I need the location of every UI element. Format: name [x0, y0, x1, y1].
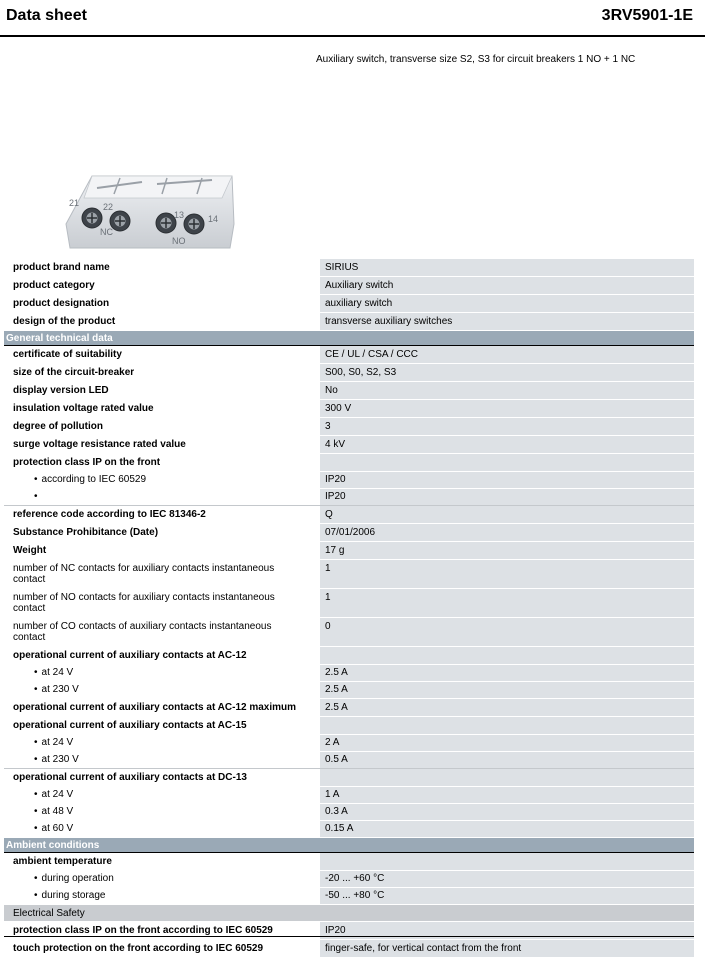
row-value: 2.5 A — [320, 665, 694, 681]
row-value: 0.3 A — [320, 804, 694, 820]
table-row — [4, 542, 694, 560]
row-label: Substance Prohibitance (Date) — [13, 527, 159, 538]
row-value: finger-safe, for vertical contact from the front — [320, 940, 694, 957]
row-value: CE / UL / CSA / CCC — [320, 346, 694, 363]
table-row — [4, 821, 694, 838]
table-row — [4, 589, 694, 618]
row-label: ambient temperature — [13, 856, 112, 867]
table-row — [4, 277, 694, 295]
row-value: auxiliary switch — [320, 295, 694, 312]
table-row — [4, 364, 694, 382]
table-row — [4, 804, 694, 821]
row-value: No — [320, 382, 694, 399]
table-row — [4, 735, 694, 752]
header-rule — [0, 35, 705, 37]
section-header-general: General technical data — [4, 331, 694, 346]
row-label: • at 24 V — [4, 735, 314, 751]
row-label: degree of pollution — [13, 421, 103, 432]
row-value: 3 — [320, 418, 694, 435]
table-row — [4, 787, 694, 804]
terminal-label: 22 — [103, 202, 114, 212]
document-header — [0, 0, 705, 34]
table-row — [4, 665, 694, 682]
table-row — [4, 506, 694, 524]
table-row — [4, 940, 694, 958]
product-description: Auxiliary switch, transverse size S2, S3 for circuit breakers 1 NO + 1 NC — [316, 54, 636, 65]
row-value: 17 g — [320, 542, 694, 559]
row-label: • at 24 V — [4, 665, 314, 681]
table-row — [4, 769, 694, 787]
row-label — [4, 489, 314, 505]
table-row — [4, 382, 694, 400]
table-row — [4, 618, 694, 647]
section-header-ambient: Ambient conditions — [4, 838, 694, 853]
table-row — [4, 752, 694, 769]
row-value: transverse auxiliary switches — [320, 313, 694, 330]
row-label: number of NO contacts for auxiliary contacts instantaneous contact — [13, 592, 275, 614]
row-value: 1 — [320, 589, 694, 617]
row-value: 2 A — [320, 735, 694, 751]
row-label: product brand name — [13, 262, 110, 273]
table-row — [4, 436, 694, 454]
row-label: • during operation — [4, 871, 314, 887]
row-value: IP20 — [320, 922, 694, 939]
row-label: certificate of suitability — [13, 349, 122, 360]
contact-group-label: NC — [100, 227, 113, 237]
article-number: 3RV5901-1E — [601, 7, 693, 24]
row-label: touch protection on the front according to IEC 60529 — [13, 943, 264, 954]
row-label: operational current of auxiliary contacts at AC-12 maximum — [13, 702, 297, 713]
row-label: protection class IP on the front according to IEC 60529 — [13, 925, 273, 936]
row-label: • at 24 V — [4, 787, 314, 803]
table-row — [4, 259, 694, 277]
row-label: product designation — [13, 298, 110, 309]
row-label: number of CO contacts of auxiliary contacts instantaneous contact — [13, 621, 272, 643]
table-row — [4, 853, 694, 871]
table-row — [4, 472, 694, 489]
row-value: 07/01/2006 — [320, 524, 694, 541]
table-row — [4, 400, 694, 418]
row-value: 1 — [320, 560, 694, 588]
row-label: design of the product — [13, 316, 116, 327]
row-label: • at 230 V — [4, 682, 314, 698]
table-row — [4, 871, 694, 888]
row-label: • at 230 V — [4, 752, 314, 768]
table-row — [4, 717, 694, 735]
row-label: size of the circuit-breaker — [13, 367, 135, 378]
row-value: IP20 — [320, 472, 694, 488]
row-label: Weight — [13, 545, 47, 556]
row-label: reference code according to IEC 81346-2 — [13, 509, 206, 520]
table-row — [4, 647, 694, 665]
row-label: number of NC contacts for auxiliary contacts instantaneous contact — [13, 563, 275, 585]
document-title: Data sheet — [6, 7, 87, 24]
row-value — [320, 647, 694, 664]
row-label: insulation voltage rated value — [13, 403, 154, 414]
row-label: operational current of auxiliary contacts at AC-12 — [13, 650, 247, 661]
contact-group-label: NO — [172, 236, 186, 246]
row-value: 2.5 A — [320, 699, 694, 716]
table-row — [4, 888, 694, 905]
table-row — [4, 418, 694, 436]
row-value: -20 ... +60 °C — [320, 871, 694, 887]
row-label: display version LED — [13, 385, 109, 396]
row-label: product category — [13, 280, 95, 291]
row-value: 0.5 A — [320, 752, 694, 768]
row-label: • at 60 V — [4, 821, 314, 837]
table-row — [4, 313, 694, 331]
terminal-label: 21 — [69, 198, 80, 208]
row-label: operational current of auxiliary contacts at AC-15 — [13, 720, 247, 731]
table-row — [4, 682, 694, 699]
terminal-label: 14 — [208, 214, 219, 224]
data-table — [4, 259, 694, 958]
row-label: • during storage — [4, 888, 314, 904]
table-row — [4, 524, 694, 542]
section-header-electrical-safety: Electrical Safety — [4, 905, 694, 922]
row-label: surge voltage resistance rated value — [13, 439, 186, 450]
bottom-rule — [4, 936, 694, 937]
table-row — [4, 560, 694, 589]
row-value — [320, 717, 694, 734]
row-label: • at 48 V — [4, 804, 314, 820]
row-value: Q — [320, 506, 694, 523]
terminal-label: 13 — [174, 210, 185, 220]
row-value — [320, 454, 694, 471]
row-value: 0 — [320, 618, 694, 646]
row-value — [320, 853, 694, 870]
table-row — [4, 489, 694, 506]
row-value: Auxiliary switch — [320, 277, 694, 294]
row-value: 2.5 A — [320, 682, 694, 698]
row-value: 300 V — [320, 400, 694, 417]
row-value: IP20 — [320, 489, 694, 505]
row-value: -50 ... +80 °C — [320, 888, 694, 904]
table-row — [4, 454, 694, 472]
table-row — [4, 346, 694, 364]
row-label: • according to IEC 60529 — [4, 472, 314, 488]
row-label: protection class IP on the front — [13, 457, 161, 468]
product-image — [62, 172, 252, 252]
row-value: 1 A — [320, 787, 694, 803]
row-value: 4 kV — [320, 436, 694, 453]
row-label: operational current of auxiliary contacts at DC-13 — [13, 772, 247, 783]
row-value: 0.15 A — [320, 821, 694, 837]
table-row — [4, 699, 694, 717]
table-row — [4, 295, 694, 313]
row-value: S00, S0, S2, S3 — [320, 364, 694, 381]
row-value: SIRIUS — [320, 259, 694, 276]
table-row — [4, 922, 694, 940]
row-value — [320, 769, 694, 786]
